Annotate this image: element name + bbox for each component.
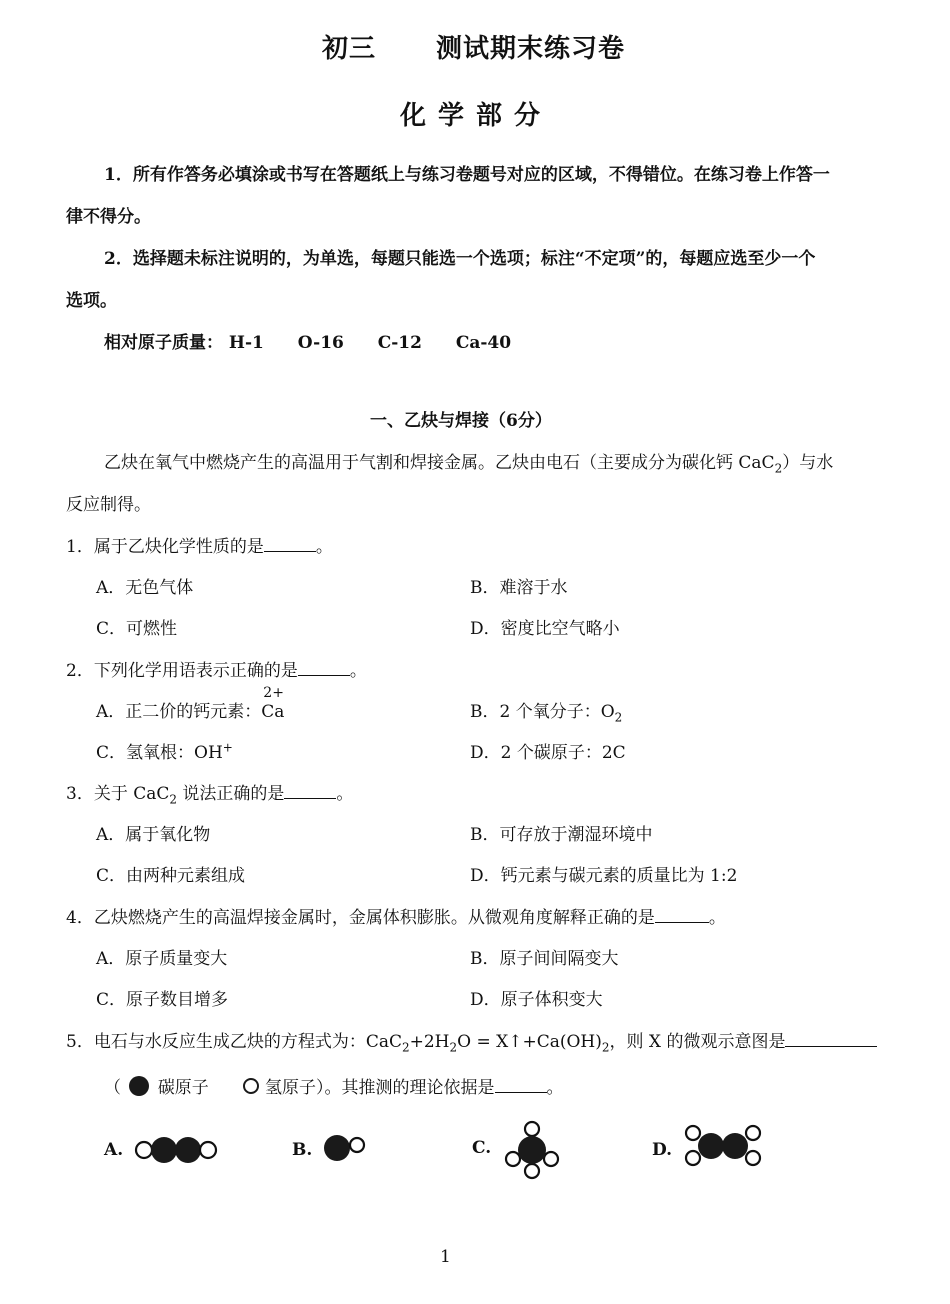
q3-option-d[interactable]: D．钙元素与碳元素的质量比为 1:2 (470, 866, 738, 886)
q2-end: 。 (349, 661, 367, 681)
molecule-b-icon[interactable] (322, 1131, 370, 1165)
q5-sub2: 2 (449, 1040, 458, 1055)
question-4-stem (66, 903, 726, 928)
atomic-mass-o: O-16 (297, 333, 344, 353)
molecule-a-icon[interactable] (134, 1133, 220, 1167)
molecule-d-icon[interactable] (682, 1120, 764, 1172)
q2-answer-blank[interactable] (298, 659, 350, 676)
atomic-mass-ca: Ca-40 (455, 333, 512, 353)
q2-b-sub: 2 (614, 710, 623, 725)
q1-option-a[interactable]: A．无色气体 (96, 578, 194, 598)
q3-end: 。 (336, 784, 354, 804)
q4-option-b[interactable]: B．原子间间隔变大 (470, 949, 619, 969)
q2-option-d[interactable]: D．2 个碳原子：2C (470, 743, 626, 763)
q2-option-a[interactable] (96, 685, 285, 722)
q3-stem-sub: 2 (169, 792, 178, 807)
intro-sub: 2 (774, 461, 783, 476)
q5-stem-part4: ，则 X 的微观示意图是 (609, 1032, 786, 1052)
question-2-stem (66, 656, 367, 681)
calcium-valence (261, 685, 285, 722)
q5-option-c-label[interactable]: C. (472, 1138, 492, 1158)
instruction-2-line2: 选项。 (66, 291, 117, 311)
q2-stem-text: 2．下列化学用语表示正确的是 (66, 661, 298, 681)
q5-open-paren: （ (104, 1078, 121, 1098)
page-number: 1 (440, 1247, 451, 1267)
q1-option-c[interactable]: C．可燃性 (96, 619, 178, 639)
question-5-stem (66, 1027, 877, 1054)
q3-option-c[interactable]: C．由两种元素组成 (96, 866, 246, 886)
q4-answer-blank[interactable] (655, 906, 709, 923)
q1-stem-text: 1．属于乙炔化学性质的是 (66, 537, 264, 557)
q5-option-d-label[interactable]: D. (652, 1140, 673, 1160)
q5-option-b-label[interactable]: B. (292, 1140, 313, 1160)
carbon-atom-icon (126, 1075, 152, 1097)
q2-option-c[interactable] (96, 738, 233, 763)
subject-title: 化学部分 (400, 101, 553, 131)
q2-option-b[interactable] (470, 697, 622, 724)
intro-tail: ）与水 (782, 453, 834, 473)
section-intro-line1 (104, 448, 833, 475)
q5-stem-part3: O = X↑+Ca(OH) (457, 1032, 602, 1052)
q1-answer-blank[interactable] (264, 535, 316, 552)
question-5-line2 (104, 1073, 564, 1098)
q3-answer-blank[interactable] (284, 782, 336, 799)
q2-c-label: C．氢氧根：OH (96, 743, 223, 763)
q5-sub3: 2 (601, 1040, 610, 1055)
q3-option-a[interactable]: A．属于氧化物 (96, 825, 211, 845)
q1-end: 。 (315, 537, 333, 557)
q5-sub1: 2 (401, 1040, 410, 1055)
atomic-mass-label: 相对原子质量： (104, 333, 223, 353)
q2-b-label: B．2 个氧分子：O (470, 702, 615, 722)
q5-answer-blank-2[interactable] (495, 1076, 547, 1093)
question-1-stem (66, 532, 333, 557)
molecule-c-icon[interactable] (501, 1118, 563, 1180)
q4-option-a[interactable]: A．原子质量变大 (96, 949, 228, 969)
legend-hydrogen-label: 氢原子 (265, 1078, 317, 1098)
instruction-1-line2: 律不得分。 (66, 207, 151, 227)
q5-stem-part2: +2H (409, 1032, 450, 1052)
q4-option-c[interactable]: C．原子数目增多 (96, 990, 229, 1010)
section-intro-line2: 反应制得。 (66, 495, 151, 515)
q4-end: 。 (708, 908, 726, 928)
instruction-1-line1: 1．所有作答务必填涂或书写在答题纸上与练习卷题号对应的区域，不得错位。在练习卷上作答一 (104, 165, 830, 185)
question-3-stem (66, 779, 353, 806)
q4-option-d[interactable]: D．原子体积变大 (470, 990, 603, 1010)
hydrogen-atom-icon (242, 1077, 260, 1095)
q5-answer-blank-1[interactable] (785, 1030, 877, 1047)
instruction-2-line1: 2．选择题未标注说明的，为单选，每题只能选一个选项；标注“不定项”的，每题应选至少一个 (104, 249, 816, 269)
legend-carbon-label: 碳原子 (157, 1078, 209, 1098)
q3-stem-pre: 3．关于 CaC (66, 784, 170, 804)
q2-c-sup: + (222, 740, 233, 755)
intro-text: 乙炔在氧气中燃烧产生的高温用于气割和焊接金属。乙炔由电石（主要成分为碳化钙 CaC (104, 453, 775, 473)
q4-stem-text: 4．乙炔燃烧产生的高温焊接金属时，金属体积膨胀。从微观角度解释正确的是 (66, 908, 655, 928)
q2-a-symbol: Ca (261, 702, 285, 722)
q3-stem-post: 说法正确的是 (177, 784, 285, 804)
q3-option-b[interactable]: B．可存放于潮湿环境中 (470, 825, 653, 845)
q5-end: 。 (546, 1078, 564, 1098)
atomic-mass-h: H-1 (228, 333, 264, 353)
exam-title: 测试期末练习卷 (436, 34, 626, 64)
q2-a-label: A．正二价的钙元素： (96, 702, 262, 722)
q1-option-d[interactable]: D．密度比空气略小 (470, 619, 620, 639)
atomic-mass-line (104, 328, 511, 353)
section-heading: 一、乙炔与焊接（6分） (370, 411, 552, 431)
q5-option-a-label[interactable]: A. (104, 1140, 124, 1160)
q5-close-text: ）。其推测的理论依据是 (316, 1078, 495, 1098)
q5-stem-part1: 5．电石与水反应生成乙炔的方程式为：CaC (66, 1032, 402, 1052)
atomic-mass-c: C-12 (377, 333, 422, 353)
q2-a-charge: 2+ (263, 685, 284, 701)
exam-grade: 初三 (322, 34, 377, 64)
q1-option-b[interactable]: B．难溶于水 (470, 578, 568, 598)
